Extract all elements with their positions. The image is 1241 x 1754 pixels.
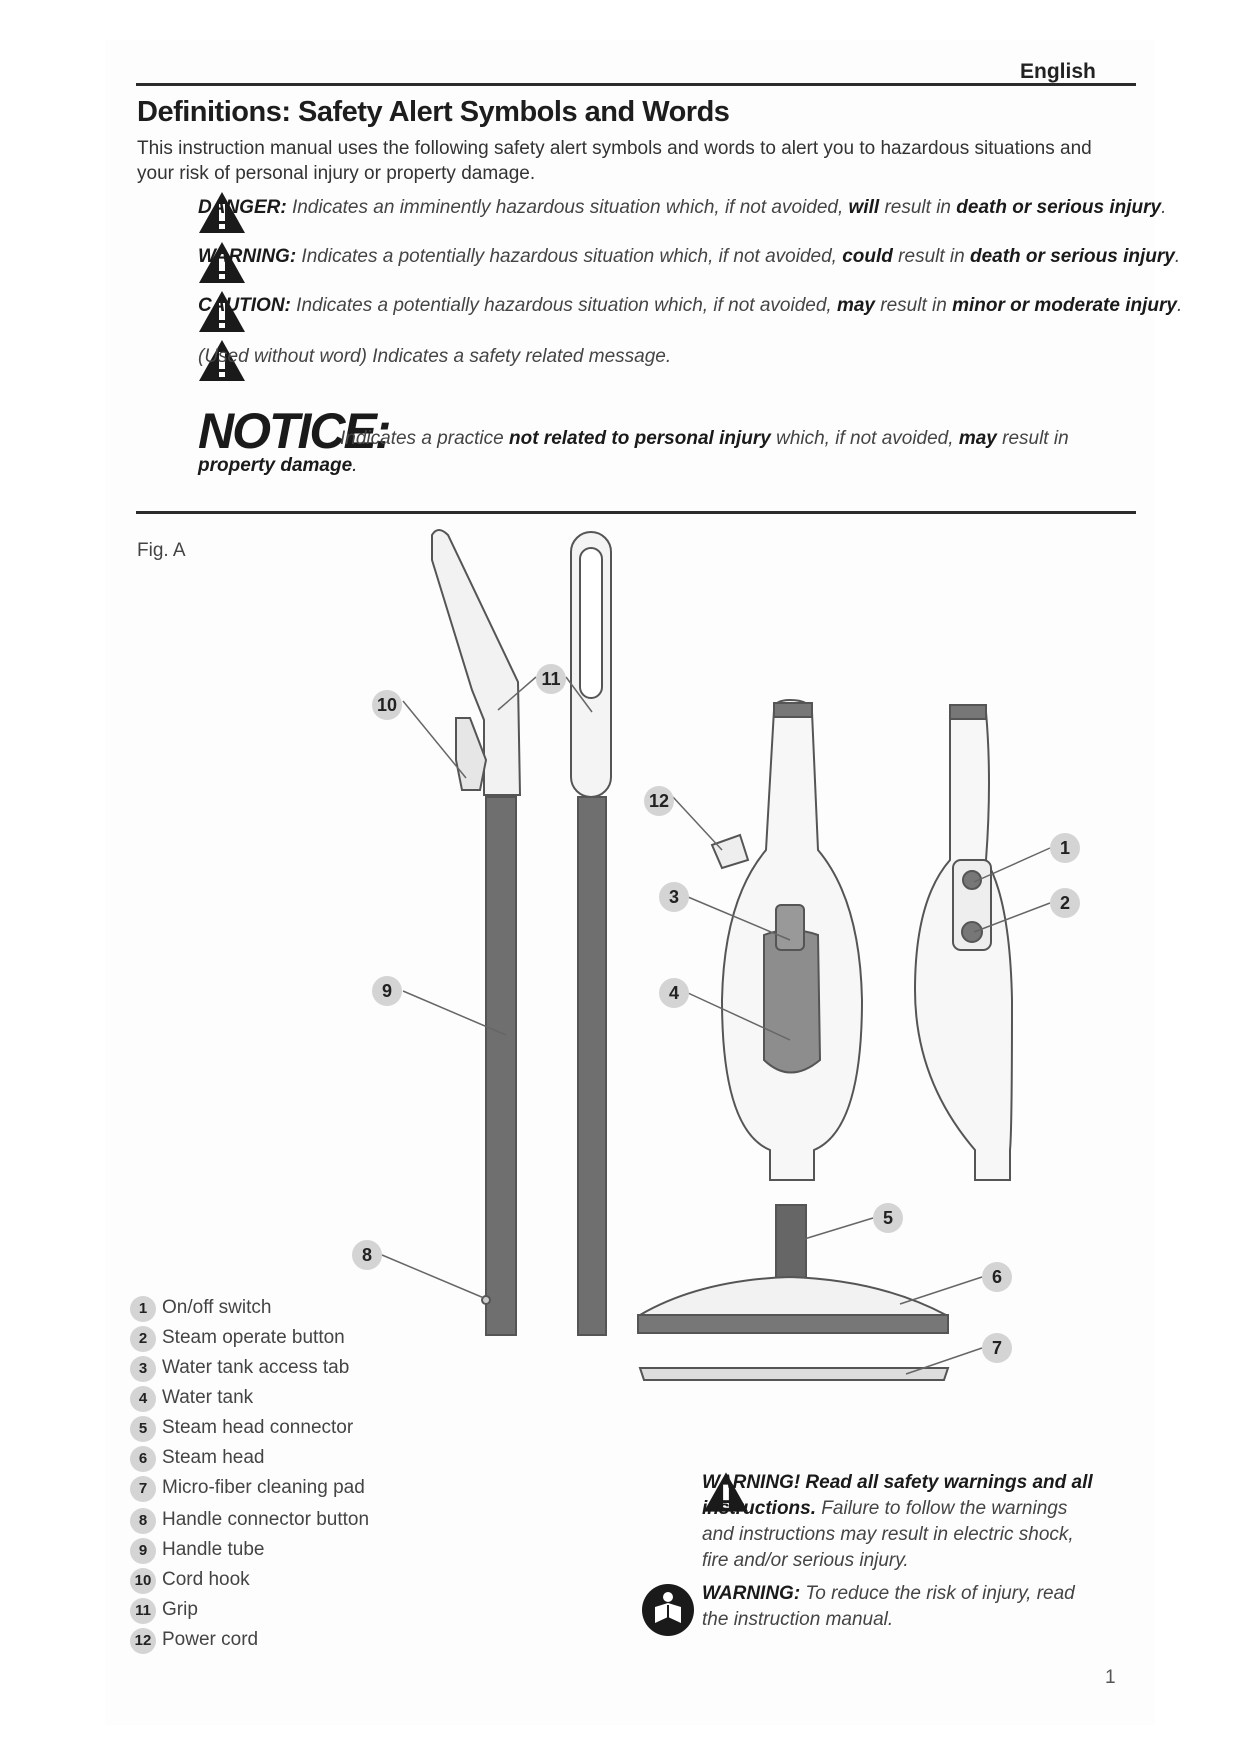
callout-3: 3 <box>659 882 689 912</box>
callout-11: 11 <box>536 664 566 694</box>
read-manual-icon <box>641 1583 695 1637</box>
callout-2: 2 <box>1050 888 1080 918</box>
handle-tube-left <box>486 797 516 1335</box>
read-all-warning: WARNING! Read all safety warnings and all instructions. Failure to follow the warnings and instructions may result in electric shock, fire and/or serious injury. <box>702 1472 1093 1571</box>
handheld-top-cap <box>774 703 812 717</box>
notice-definition: Indicates a practice not related to personal injury which, if not avoided, may result in <box>340 428 1069 449</box>
cord-hook <box>456 718 486 790</box>
callout-4: 4 <box>659 978 689 1008</box>
danger-definition: DANGER: Indicates an imminently hazardous situation which, if not avoided, will result in death or serious injury. <box>198 197 1167 218</box>
page-title: Definitions: Safety Alert Symbols and Words <box>137 96 730 128</box>
callout-6: 6 <box>982 1262 1012 1292</box>
steam-operate-button <box>962 922 982 942</box>
steam-head-base <box>638 1315 948 1333</box>
read-manual-warning: WARNING: To reduce the risk of injury, read the instruction manual. <box>702 1583 1075 1630</box>
page-number: 1 <box>1105 1667 1116 1688</box>
notice-definition-line2: property damage. <box>198 455 358 476</box>
intro-paragraph: This instruction manual uses the following safety alert symbols and words to alert you to hazardous situations and your risk of personal injury or property damage. <box>137 138 1092 184</box>
callout-7: 7 <box>982 1333 1012 1363</box>
handheld-side-cap <box>950 705 986 719</box>
water-tank-access-tab <box>776 905 804 950</box>
callout-12: 12 <box>644 786 674 816</box>
cleaning-pad <box>640 1368 948 1380</box>
warning-definition: WARNING: Indicates a potentially hazardous situation which, if not avoided, could result in death or serious injury. <box>198 246 1181 267</box>
symbol-only-definition: (Used without word) Indicates a safety related message. <box>198 346 672 367</box>
callout-10: 10 <box>372 690 402 720</box>
water-tank <box>764 930 820 1073</box>
callout-8: 8 <box>352 1240 382 1270</box>
callout-9: 9 <box>372 976 402 1006</box>
grip-slot <box>580 548 602 698</box>
language-label: English <box>1020 60 1096 83</box>
callout-1: 1 <box>1050 833 1080 863</box>
caution-definition: CAUTION: Indicates a potentially hazardous situation which, if not avoided, may result in minor or moderate injury. <box>198 295 1183 316</box>
figure-label: Fig. A <box>137 540 186 561</box>
power-cord-stub <box>712 835 748 868</box>
handle-tube-right <box>578 797 606 1335</box>
callout-5: 5 <box>873 1203 903 1233</box>
notice-word: NOTICE: <box>198 403 390 459</box>
